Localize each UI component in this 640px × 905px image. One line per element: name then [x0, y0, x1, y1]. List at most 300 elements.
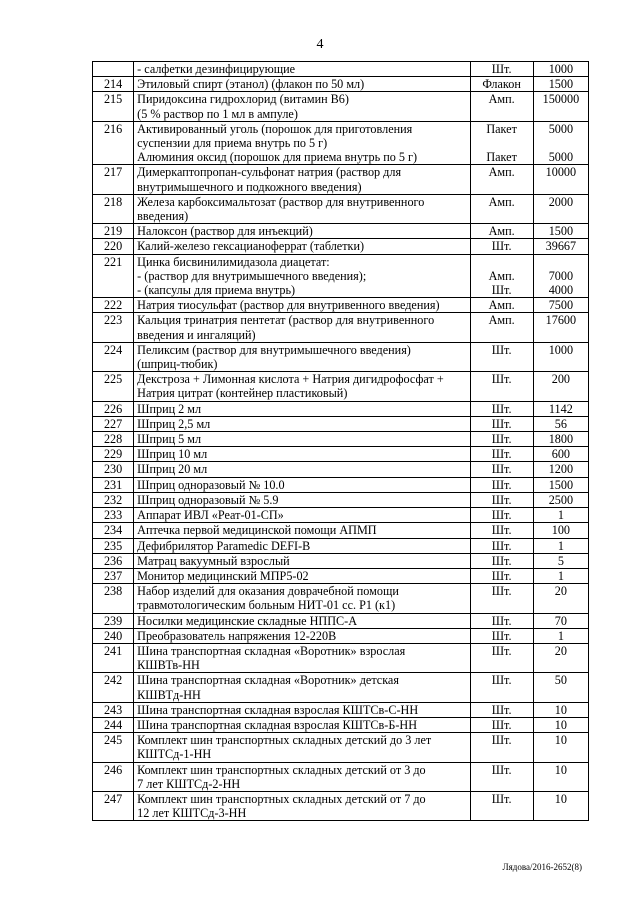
cell-qty: [533, 165, 588, 194]
cell-unit: [470, 673, 533, 702]
item-name-line: Налоксон (раствор для инъекций): [137, 224, 313, 239]
item-name-line: Шприц 10 мл: [137, 447, 208, 462]
unit-line: [474, 386, 530, 400]
cell-name: [134, 762, 470, 791]
quantity-line: 10: [554, 762, 567, 777]
cell-unit: [470, 416, 533, 431]
table-row: [93, 762, 589, 791]
cell-qty: [533, 239, 588, 254]
unit-line: Шт.: [491, 462, 512, 477]
unit-line: Шт.: [491, 283, 512, 298]
quantity-line: 1500: [548, 224, 574, 239]
table-row: [93, 673, 589, 702]
cell-qty: [533, 194, 588, 223]
unit-line: Шт.: [491, 416, 512, 431]
cell-unit: [470, 791, 533, 820]
cell-qty: [533, 416, 588, 431]
cell-name: [134, 447, 470, 462]
item-name-line: суспензии для приема внутрь по 5 г): [137, 136, 328, 151]
cell-unit: [470, 447, 533, 462]
unit-line: Пакет: [486, 150, 517, 165]
unit-line: [474, 328, 530, 342]
cell-name: [134, 492, 470, 507]
quantity-line: 1: [557, 568, 564, 583]
item-name-line: Шприц 2,5 мл: [137, 416, 211, 431]
quantity-line: 5000: [548, 121, 574, 136]
cell-name: [134, 254, 470, 298]
item-name-line: КШТСд-1-НН: [137, 747, 212, 762]
cell-unit: [470, 462, 533, 477]
unit-line: Флакон: [482, 77, 521, 92]
unit-line: Пакет: [486, 121, 517, 136]
quantity-line: 56: [554, 416, 567, 431]
table-row: [93, 538, 589, 553]
cell-qty: [533, 762, 588, 791]
cell-qty: [533, 342, 588, 371]
table-row: [93, 372, 589, 401]
cell-qty: [533, 613, 588, 628]
cell-qty: [533, 717, 588, 732]
quantity-line: 100: [551, 523, 571, 538]
cell-name: [134, 194, 470, 223]
quantity-line: [537, 180, 585, 194]
item-name-line: КШВТв-НН: [137, 658, 200, 673]
quantity-line: [537, 777, 585, 791]
item-name-line: Аптечка первой медицинской помощи АПМП: [137, 523, 377, 538]
item-name-line: Алюминия оксид (порошок для приема внутрь по 5 г): [137, 150, 418, 165]
cell-qty: [533, 553, 588, 568]
quantity-line: [537, 107, 585, 121]
cell-qty: [533, 224, 588, 239]
item-name-line: Димеркаптопропан-сульфонат натрия (раствор для: [137, 165, 402, 180]
quantity-line: 2500: [548, 492, 574, 507]
item-name-line: Шприц одноразовый № 5.9: [137, 492, 279, 507]
item-name-line: Декстроза + Лимонная кислота + Натрия дигидрофосфат +: [137, 372, 444, 387]
cell-qty: [533, 538, 588, 553]
cell-name: [134, 239, 470, 254]
item-name-line: - (раствор для внутримышечного введения);: [137, 268, 367, 283]
unit-line: Шт.: [491, 628, 512, 643]
cell-name: [134, 432, 470, 447]
quantity-line: 200: [551, 372, 571, 387]
item-name-line: - (капсулы для приема внутрь): [137, 283, 296, 298]
cell-qty: [533, 121, 588, 165]
item-name-line: Шина транспортная складная взрослая КШТСв-С-НН: [137, 702, 419, 717]
cell-name: [134, 477, 470, 492]
table-row: [93, 224, 589, 239]
cell-qty: [533, 62, 588, 77]
item-name-line: Кальция тринатрия пентетат (раствор для внутривенного: [137, 313, 435, 328]
cell-qty: [533, 791, 588, 820]
quantity-line: [537, 658, 585, 672]
quantity-line: 1: [557, 508, 564, 523]
item-name-line: КШВТд-НН: [137, 687, 201, 702]
cell-qty: [533, 523, 588, 538]
quantity-line: [537, 357, 585, 371]
item-name-line: Комплект шин транспортных складных детский от 7 до: [137, 791, 426, 806]
unit-line: [474, 209, 530, 223]
table-row: [93, 584, 589, 613]
quantity-line: 20: [554, 643, 567, 658]
row-number: 233: [93, 508, 134, 523]
row-number: 243: [93, 702, 134, 717]
cell-qty: [533, 702, 588, 717]
cell-qty: [533, 77, 588, 92]
item-name-line: 12 лет КШТСд-3-НН: [137, 806, 247, 821]
unit-line: Амп.: [488, 268, 515, 283]
table-row: [93, 298, 589, 313]
quantity-line: 7000: [548, 268, 574, 283]
row-number: 232: [93, 492, 134, 507]
quantity-line: 39667: [545, 239, 577, 254]
row-number: 223: [93, 313, 134, 342]
item-name-line: Натрия цитрат (контейнер пластиковый): [137, 386, 348, 401]
table-row: [93, 313, 589, 342]
cell-qty: [533, 628, 588, 643]
quantity-line: [537, 255, 585, 269]
item-name-line: Комплект шин транспортных складных детский от 3 до: [137, 762, 426, 777]
table-row: [93, 643, 589, 672]
cell-qty: [533, 492, 588, 507]
cell-unit: [470, 477, 533, 492]
quantity-line: [537, 328, 585, 342]
cell-name: [134, 628, 470, 643]
cell-name: [134, 584, 470, 613]
item-name-line: Калий-железо гексацианоферрат (таблетки): [137, 239, 365, 254]
row-number: 216: [93, 121, 134, 165]
unit-line: Шт.: [491, 447, 512, 462]
cell-unit: [470, 538, 533, 553]
table-row: [93, 254, 589, 298]
unit-line: Амп.: [488, 92, 515, 107]
cell-name: [134, 298, 470, 313]
item-name-line: Этиловый спирт (этанол) (флакон по 50 мл): [137, 77, 365, 92]
row-number: [93, 62, 134, 77]
item-name-line: внутримышечного и подкожного введения): [137, 179, 362, 194]
unit-line: [474, 658, 530, 672]
row-number: 225: [93, 372, 134, 401]
unit-line: Шт.: [491, 239, 512, 254]
table-row: [93, 568, 589, 583]
cell-unit: [470, 224, 533, 239]
quantity-line: 1: [557, 628, 564, 643]
quantity-line: 10000: [545, 165, 577, 180]
table-row: [93, 613, 589, 628]
table-row: [93, 553, 589, 568]
quantity-line: 10: [554, 733, 567, 748]
cell-name: [134, 462, 470, 477]
row-number: 217: [93, 165, 134, 194]
cell-unit: [470, 492, 533, 507]
cell-name: [134, 673, 470, 702]
table-row: [93, 121, 589, 165]
unit-line: Шт.: [491, 553, 512, 568]
item-name-line: Цинка бисвинилимидазола диацетат:: [137, 254, 330, 269]
cell-unit: [470, 372, 533, 401]
table-row: [93, 194, 589, 223]
row-number: 242: [93, 673, 134, 702]
quantity-line: 50: [554, 673, 567, 688]
table-row: [93, 62, 589, 77]
row-number: 227: [93, 416, 134, 431]
cell-unit: [470, 628, 533, 643]
row-number: 239: [93, 613, 134, 628]
row-number: 246: [93, 762, 134, 791]
quantity-line: 10: [554, 702, 567, 717]
quantity-line: [537, 688, 585, 702]
item-name-line: Активированный уголь (порошок для приготовления: [137, 121, 413, 136]
item-name-line: 7 лет КШТСд-2-НН: [137, 776, 241, 791]
cell-unit: [470, 239, 533, 254]
quantity-line: 17600: [545, 313, 577, 328]
cell-unit: [470, 643, 533, 672]
cell-unit: [470, 717, 533, 732]
unit-line: [474, 180, 530, 194]
unit-line: Амп.: [488, 194, 515, 209]
quantity-line: 1200: [548, 462, 574, 477]
unit-line: Шт.: [491, 702, 512, 717]
item-name-line: Железа карбоксимальтозат (раствор для внутривенного: [137, 194, 425, 209]
row-number: 241: [93, 643, 134, 672]
item-name-line: (5 % раствор по 1 мл в ампуле): [137, 106, 298, 121]
cell-name: [134, 372, 470, 401]
row-number: 230: [93, 462, 134, 477]
table-row: [93, 165, 589, 194]
row-number: 215: [93, 92, 134, 121]
table-row: [93, 416, 589, 431]
unit-line: [474, 777, 530, 791]
quantity-line: 5000: [548, 150, 574, 165]
cell-unit: [470, 254, 533, 298]
unit-line: [474, 747, 530, 761]
quantity-line: 1142: [548, 401, 573, 416]
row-number: 220: [93, 239, 134, 254]
row-number: 228: [93, 432, 134, 447]
unit-line: Амп.: [488, 298, 515, 313]
cell-qty: [533, 298, 588, 313]
quantity-line: [537, 806, 585, 820]
unit-line: Шт.: [491, 538, 512, 553]
cell-name: [134, 733, 470, 762]
page-number: 4: [316, 37, 324, 52]
item-name-line: Шина транспортная складная «Воротник» детская: [137, 673, 399, 688]
quantity-line: 1000: [548, 62, 574, 76]
quantity-line: [537, 209, 585, 223]
cell-qty: [533, 643, 588, 672]
cell-qty: [533, 447, 588, 462]
item-name-line: Шприц 20 мл: [137, 462, 208, 477]
cell-name: [134, 121, 470, 165]
unit-line: Шт.: [491, 62, 512, 76]
items-table-body: [93, 62, 589, 821]
footer-reference: Лядова/2016-2652(8): [502, 862, 582, 872]
quantity-line: 2000: [548, 194, 574, 209]
cell-unit: [470, 508, 533, 523]
cell-qty: [533, 401, 588, 416]
unit-line: [474, 357, 530, 371]
item-name-line: Монитор медицинский МПР5-02: [137, 568, 309, 583]
unit-line: Шт.: [491, 717, 512, 732]
unit-line: Шт.: [491, 401, 512, 416]
cell-name: [134, 508, 470, 523]
cell-name: [134, 313, 470, 342]
cell-qty: [533, 673, 588, 702]
row-number: 229: [93, 447, 134, 462]
table-row: [93, 733, 589, 762]
item-name-line: Шина транспортная складная взрослая КШТСв-Б-НН: [137, 717, 418, 732]
quantity-line: 5: [557, 553, 564, 568]
table-row: [93, 342, 589, 371]
table-row: [93, 477, 589, 492]
cell-name: [134, 342, 470, 371]
unit-line: Шт.: [491, 791, 512, 806]
unit-line: [474, 806, 530, 820]
unit-line: Шт.: [491, 673, 512, 688]
cell-unit: [470, 584, 533, 613]
cell-unit: [470, 313, 533, 342]
table-row: [93, 432, 589, 447]
unit-line: Шт.: [491, 342, 512, 357]
unit-line: Шт.: [491, 523, 512, 538]
unit-line: Шт.: [491, 613, 512, 628]
quantity-line: 1500: [548, 477, 574, 492]
row-number: 240: [93, 628, 134, 643]
cell-unit: [470, 194, 533, 223]
cell-qty: [533, 477, 588, 492]
unit-line: [474, 255, 530, 269]
cell-name: [134, 77, 470, 92]
row-number: 218: [93, 194, 134, 223]
cell-name: [134, 416, 470, 431]
quantity-line: 1000: [548, 342, 574, 357]
table-row: [93, 239, 589, 254]
quantity-line: [537, 136, 585, 150]
table-row: [93, 508, 589, 523]
unit-line: Амп.: [488, 313, 515, 328]
cell-unit: [470, 762, 533, 791]
cell-unit: [470, 568, 533, 583]
cell-qty: [533, 584, 588, 613]
cell-name: [134, 62, 470, 77]
item-name-line: Аппарат ИВЛ «Реат-01-СП»: [137, 508, 284, 523]
item-name-line: Носилки медицинские складные НППС-А: [137, 613, 358, 628]
cell-unit: [470, 298, 533, 313]
cell-name: [134, 791, 470, 820]
item-name-line: Пиридоксина гидрохлорид (витамин В6): [137, 92, 349, 107]
table-row: [93, 702, 589, 717]
item-name-line: Матрац вакуумный взрослый: [137, 553, 290, 568]
cell-name: [134, 702, 470, 717]
cell-name: [134, 224, 470, 239]
row-number: 244: [93, 717, 134, 732]
quantity-line: 70: [554, 613, 567, 628]
row-number: 234: [93, 523, 134, 538]
cell-unit: [470, 62, 533, 77]
quantity-line: 10: [554, 717, 567, 732]
item-name-line: Набор изделий для оказания доврачебной помощи: [137, 584, 399, 599]
cell-qty: [533, 372, 588, 401]
cell-unit: [470, 733, 533, 762]
cell-name: [134, 643, 470, 672]
item-name-line: (шприц-тюбик): [137, 357, 218, 372]
cell-unit: [470, 401, 533, 416]
quantity-line: 1500: [548, 77, 574, 92]
item-name-line: Натрия тиосульфат (раствор для внутривенного введения): [137, 298, 440, 313]
row-number: 231: [93, 477, 134, 492]
item-name-line: Шина транспортная складная «Воротник» взрослая: [137, 643, 406, 658]
cell-unit: [470, 432, 533, 447]
cell-qty: [533, 733, 588, 762]
item-name-line: Комплект шин транспортных складных детский до 3 лет: [137, 733, 432, 748]
item-name-line: Шприц одноразовый № 10.0: [137, 477, 285, 492]
cell-name: [134, 553, 470, 568]
cell-name: [134, 165, 470, 194]
cell-qty: [533, 508, 588, 523]
row-number: 221: [93, 254, 134, 298]
unit-line: [474, 107, 530, 121]
unit-line: Шт.: [491, 492, 512, 507]
cell-name: [134, 568, 470, 583]
unit-line: Шт.: [491, 584, 512, 599]
item-name-line: введения и ингаляций): [137, 327, 256, 342]
unit-line: Шт.: [491, 477, 512, 492]
cell-name: [134, 401, 470, 416]
row-number: 219: [93, 224, 134, 239]
cell-unit: [470, 121, 533, 165]
table-row: [93, 401, 589, 416]
row-number: 236: [93, 553, 134, 568]
unit-line: Шт.: [491, 508, 512, 523]
unit-line: Амп.: [488, 224, 515, 239]
items-table: [92, 61, 589, 821]
item-name-line: Дефибрилятор Paramedic DEFI-B: [137, 538, 311, 553]
cell-unit: [470, 77, 533, 92]
row-number: 237: [93, 568, 134, 583]
item-name-line: Шприц 2 мл: [137, 401, 202, 416]
quantity-line: 4000: [548, 283, 574, 298]
cell-qty: [533, 432, 588, 447]
cell-unit: [470, 702, 533, 717]
cell-unit: [470, 92, 533, 121]
unit-line: [474, 598, 530, 612]
quantity-line: 7500: [548, 298, 574, 313]
table-row: [93, 523, 589, 538]
row-number: 245: [93, 733, 134, 762]
unit-line: Шт.: [491, 372, 512, 387]
quantity-line: 150000: [542, 92, 580, 107]
table-row: [93, 628, 589, 643]
item-name-line: - салфетки дезинфицирующие: [137, 62, 296, 76]
table-row: [93, 791, 589, 820]
cell-unit: [470, 553, 533, 568]
row-number: 222: [93, 298, 134, 313]
cell-unit: [470, 523, 533, 538]
unit-line: Шт.: [491, 762, 512, 777]
quantity-line: 1800: [548, 432, 574, 447]
unit-line: Шт.: [491, 432, 512, 447]
quantity-line: 1: [557, 538, 564, 553]
row-number: 214: [93, 77, 134, 92]
cell-qty: [533, 313, 588, 342]
table-row: [93, 77, 589, 92]
row-number: 224: [93, 342, 134, 371]
item-name-line: Преобразователь напряжения 12-220В: [137, 628, 337, 643]
cell-qty: [533, 254, 588, 298]
quantity-line: 20: [554, 584, 567, 599]
unit-line: Шт.: [491, 733, 512, 748]
row-number: 235: [93, 538, 134, 553]
table-row: [93, 717, 589, 732]
